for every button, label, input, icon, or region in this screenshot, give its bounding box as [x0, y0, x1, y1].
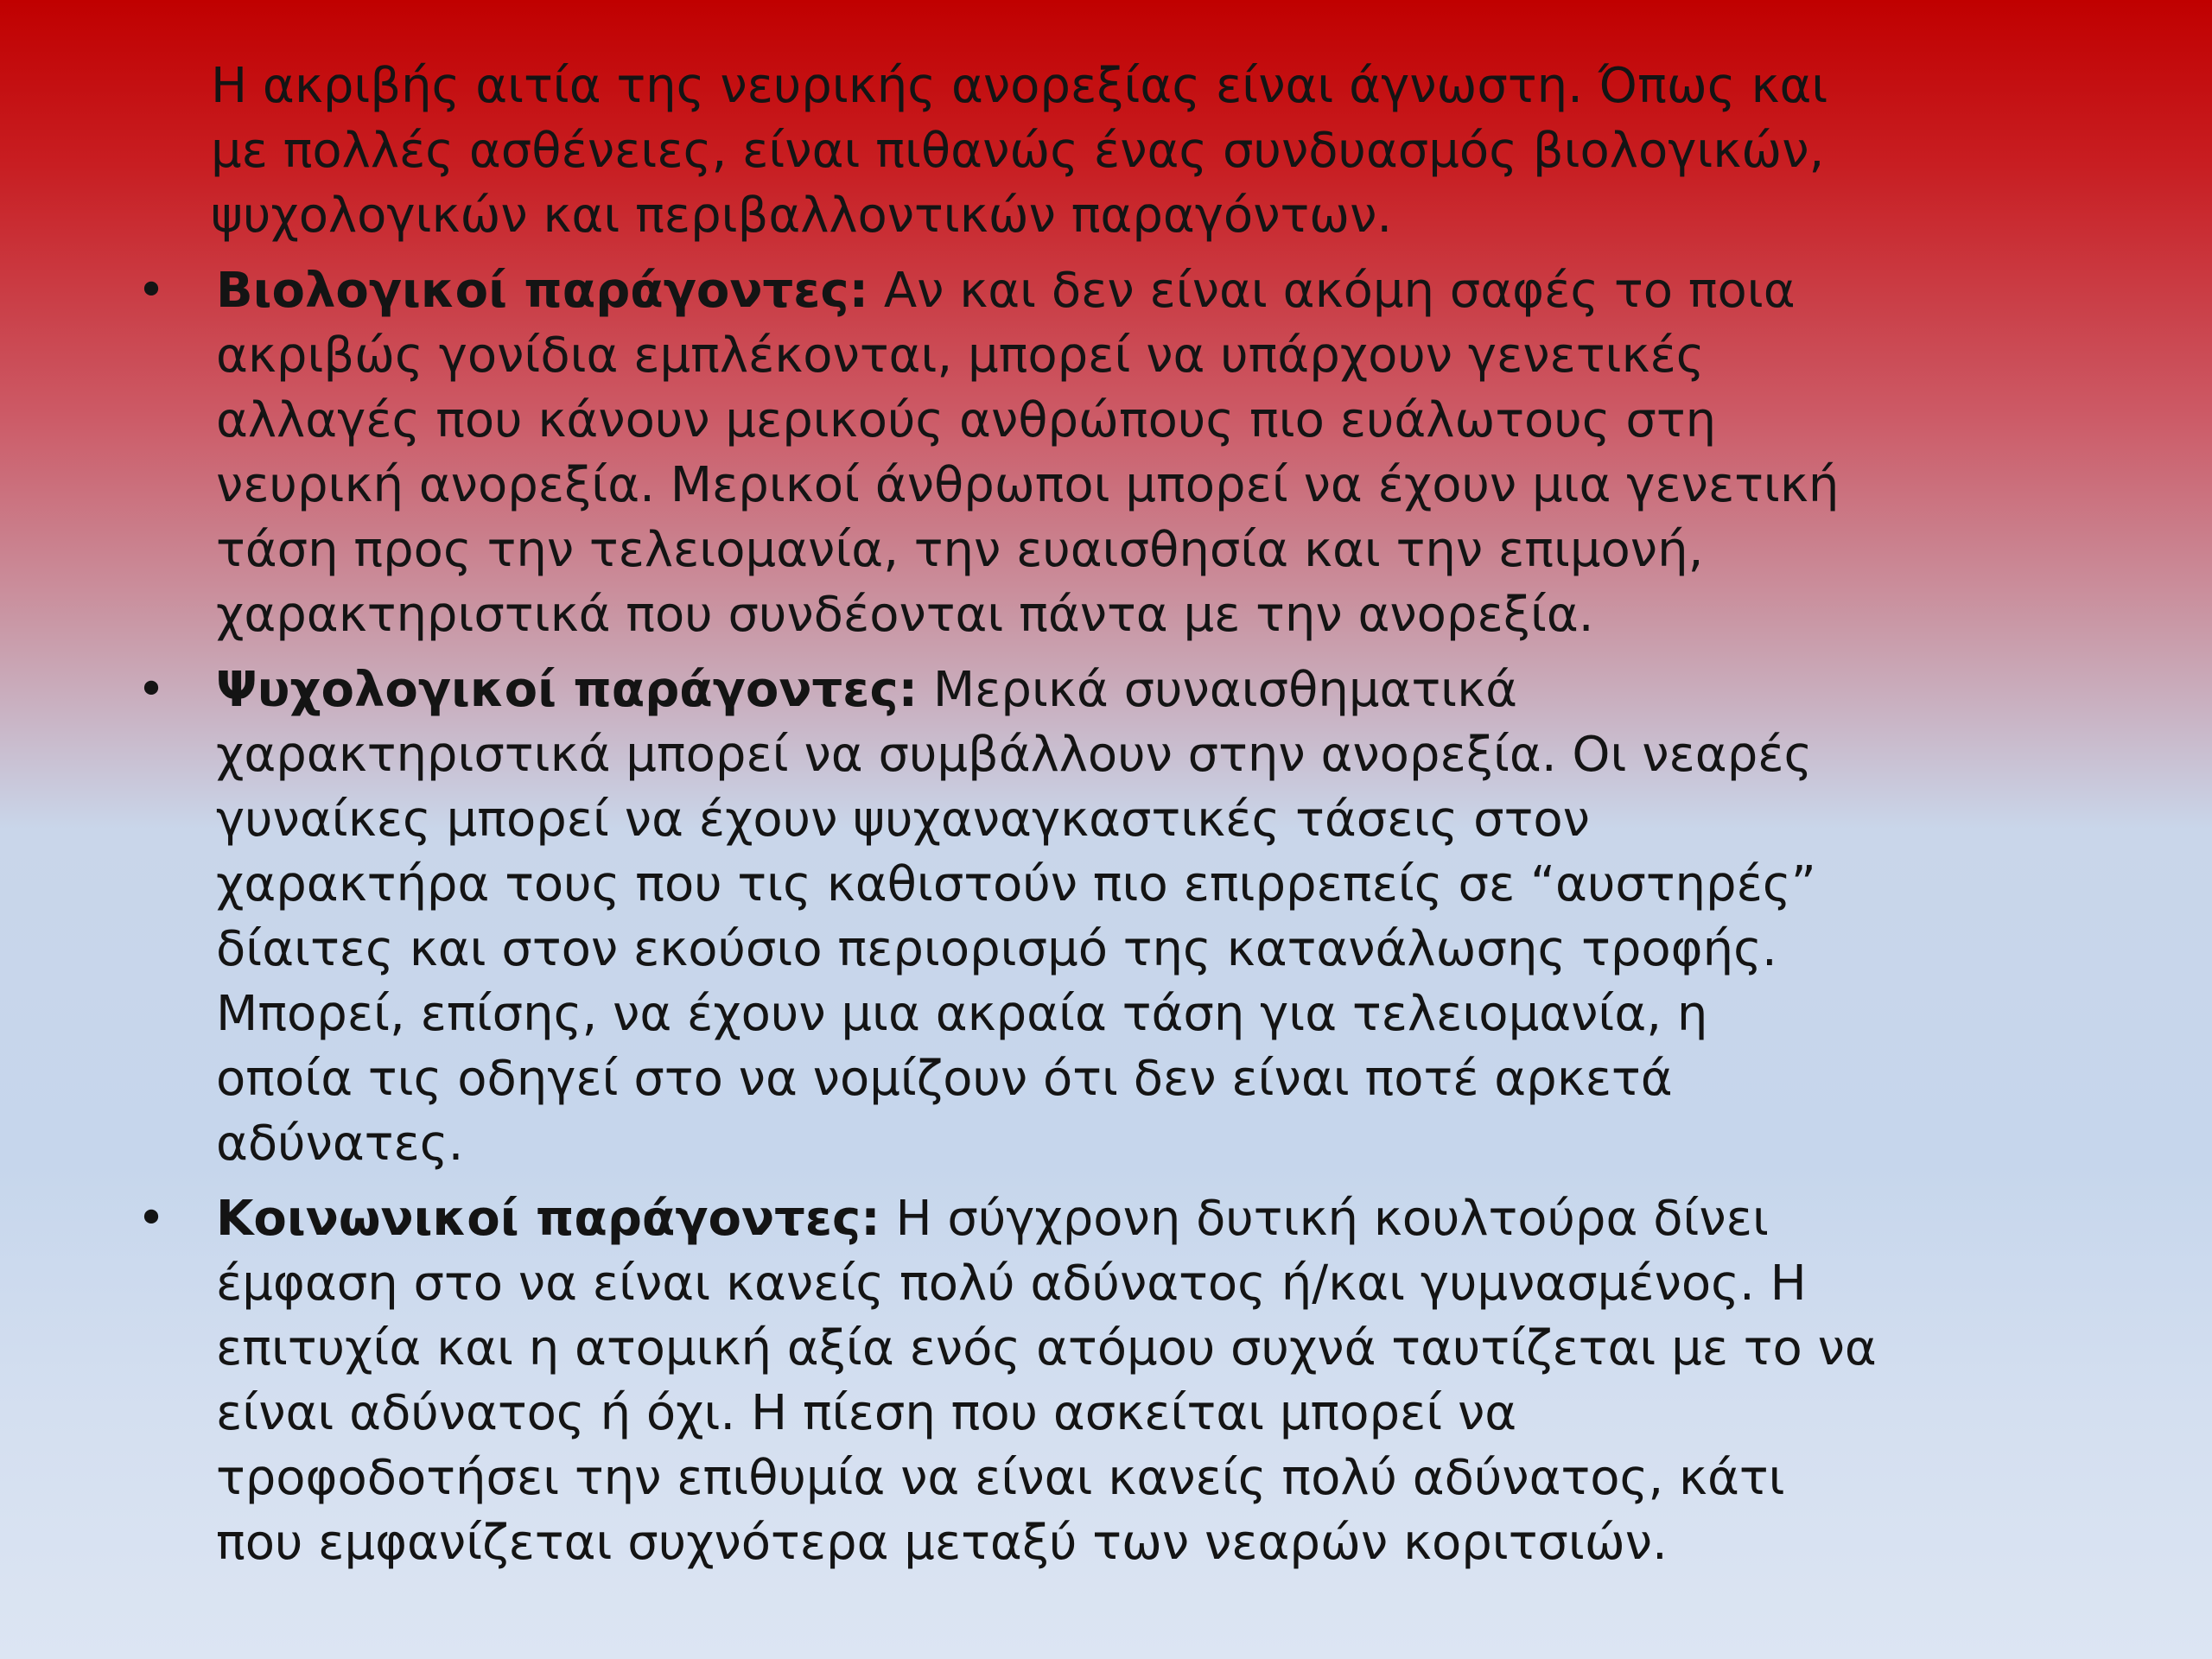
bullet-social-factors [137, 1186, 2082, 1575]
bullet-icon: • [137, 662, 166, 718]
bullet-first-line [216, 658, 2082, 722]
intro-line: με πολλές ασθένειες, είναι πιθανώς ένας συνδυασμός βιολογικών, [211, 123, 1825, 179]
bullet-line: που εμφανίζεται συχνότερα μεταξύ των νεαρών κοριτσιών. [216, 1515, 1668, 1571]
intro-paragraph [211, 54, 2082, 248]
bullet-line: αδύνατες. [216, 1116, 464, 1172]
bullet-label: Βιολογικοί παράγοντες: [216, 263, 869, 319]
bullet-line: χαρακτηριστικά μπορεί να συμβάλλουν στην ανορεξία. Οι νεαρές [216, 727, 1813, 783]
bullet-label: Ψυχολογικοί παράγοντες: [216, 662, 918, 718]
intro-line: ψυχολογικών και περιβαλλοντικών παραγόντων. [211, 188, 1393, 244]
bullet-line: επιτυχία και η ατομική αξία ενός ατόμου συχνά ταυτίζεται με το να [216, 1320, 1877, 1376]
bullet-line: αλλαγές που κάνουν μερικούς ανθρώπους πιο ευάλωτους στη [216, 392, 1717, 448]
bullet-line: χαρακτήρα τους που τις καθιστούν πιο επιρρεπείς σε “αυστηρές” [216, 856, 1816, 912]
bullet-line: είναι αδύνατος ή όχι. Η πίεση που ασκείται μπορεί να [216, 1385, 1517, 1441]
bullet-line: τάση προς την τελειομανία, την ευαισθησία και την επιμονή, [216, 522, 1704, 578]
intro-line: Η ακριβής αιτία της νευρικής ανορεξίας είναι άγνωστη. Όπως και [211, 58, 1828, 114]
bullet-text: Μερικά συναισθηματικά [918, 662, 1518, 718]
bullet-label: Κοινωνικοί παράγοντες: [216, 1191, 880, 1247]
bullet-line: νευρική ανορεξία. Μερικοί άνθρωποι μπορεί να έχουν μια γενετική [216, 457, 1840, 513]
bullet-first-line [216, 258, 2082, 323]
slide-body [137, 54, 2082, 1586]
bullet-line: ακριβώς γονίδια εμπλέκονται, μπορεί να υπάρχουν γενετικές [216, 327, 1705, 384]
bullet-psychological-factors [137, 658, 2082, 1176]
bullet-line: οποία τις οδηγεί στο να νομίζουν ότι δεν είναι ποτέ αρκετά [216, 1051, 1673, 1107]
bullet-text: Αν και δεν είναι ακόμη σαφές το ποια [868, 263, 1796, 319]
bullet-line: χαρακτηριστικά που συνδέονται πάντα με την ανορεξία. [216, 587, 1594, 643]
bullet-icon: • [137, 263, 166, 319]
bullet-line: γυναίκες μπορεί να έχουν ψυχαναγκαστικές τάσεις στον [216, 791, 1590, 848]
bullet-line: Μπορεί, επίσης, να έχουν μια ακραία τάση για τελειομανία, η [216, 986, 1708, 1042]
bullet-biological-factors [137, 258, 2082, 647]
bullet-line: δίαιτες και στον εκούσιο περιορισμό της κατανάλωσης τροφής. [216, 921, 1777, 977]
bullet-text: Η σύγχρονη δυτική κουλτούρα δίνει [880, 1191, 1769, 1247]
bullet-first-line [216, 1186, 2082, 1251]
bullet-icon: • [137, 1191, 166, 1247]
bullet-line: τροφοδοτήσει την επιθυμία να είναι κανείς πολύ αδύνατος, κάτι [216, 1450, 1785, 1506]
bullet-line: έμφαση στο να είναι κανείς πολύ αδύνατος ή/και γυμνασμένος. Η [216, 1255, 1807, 1312]
